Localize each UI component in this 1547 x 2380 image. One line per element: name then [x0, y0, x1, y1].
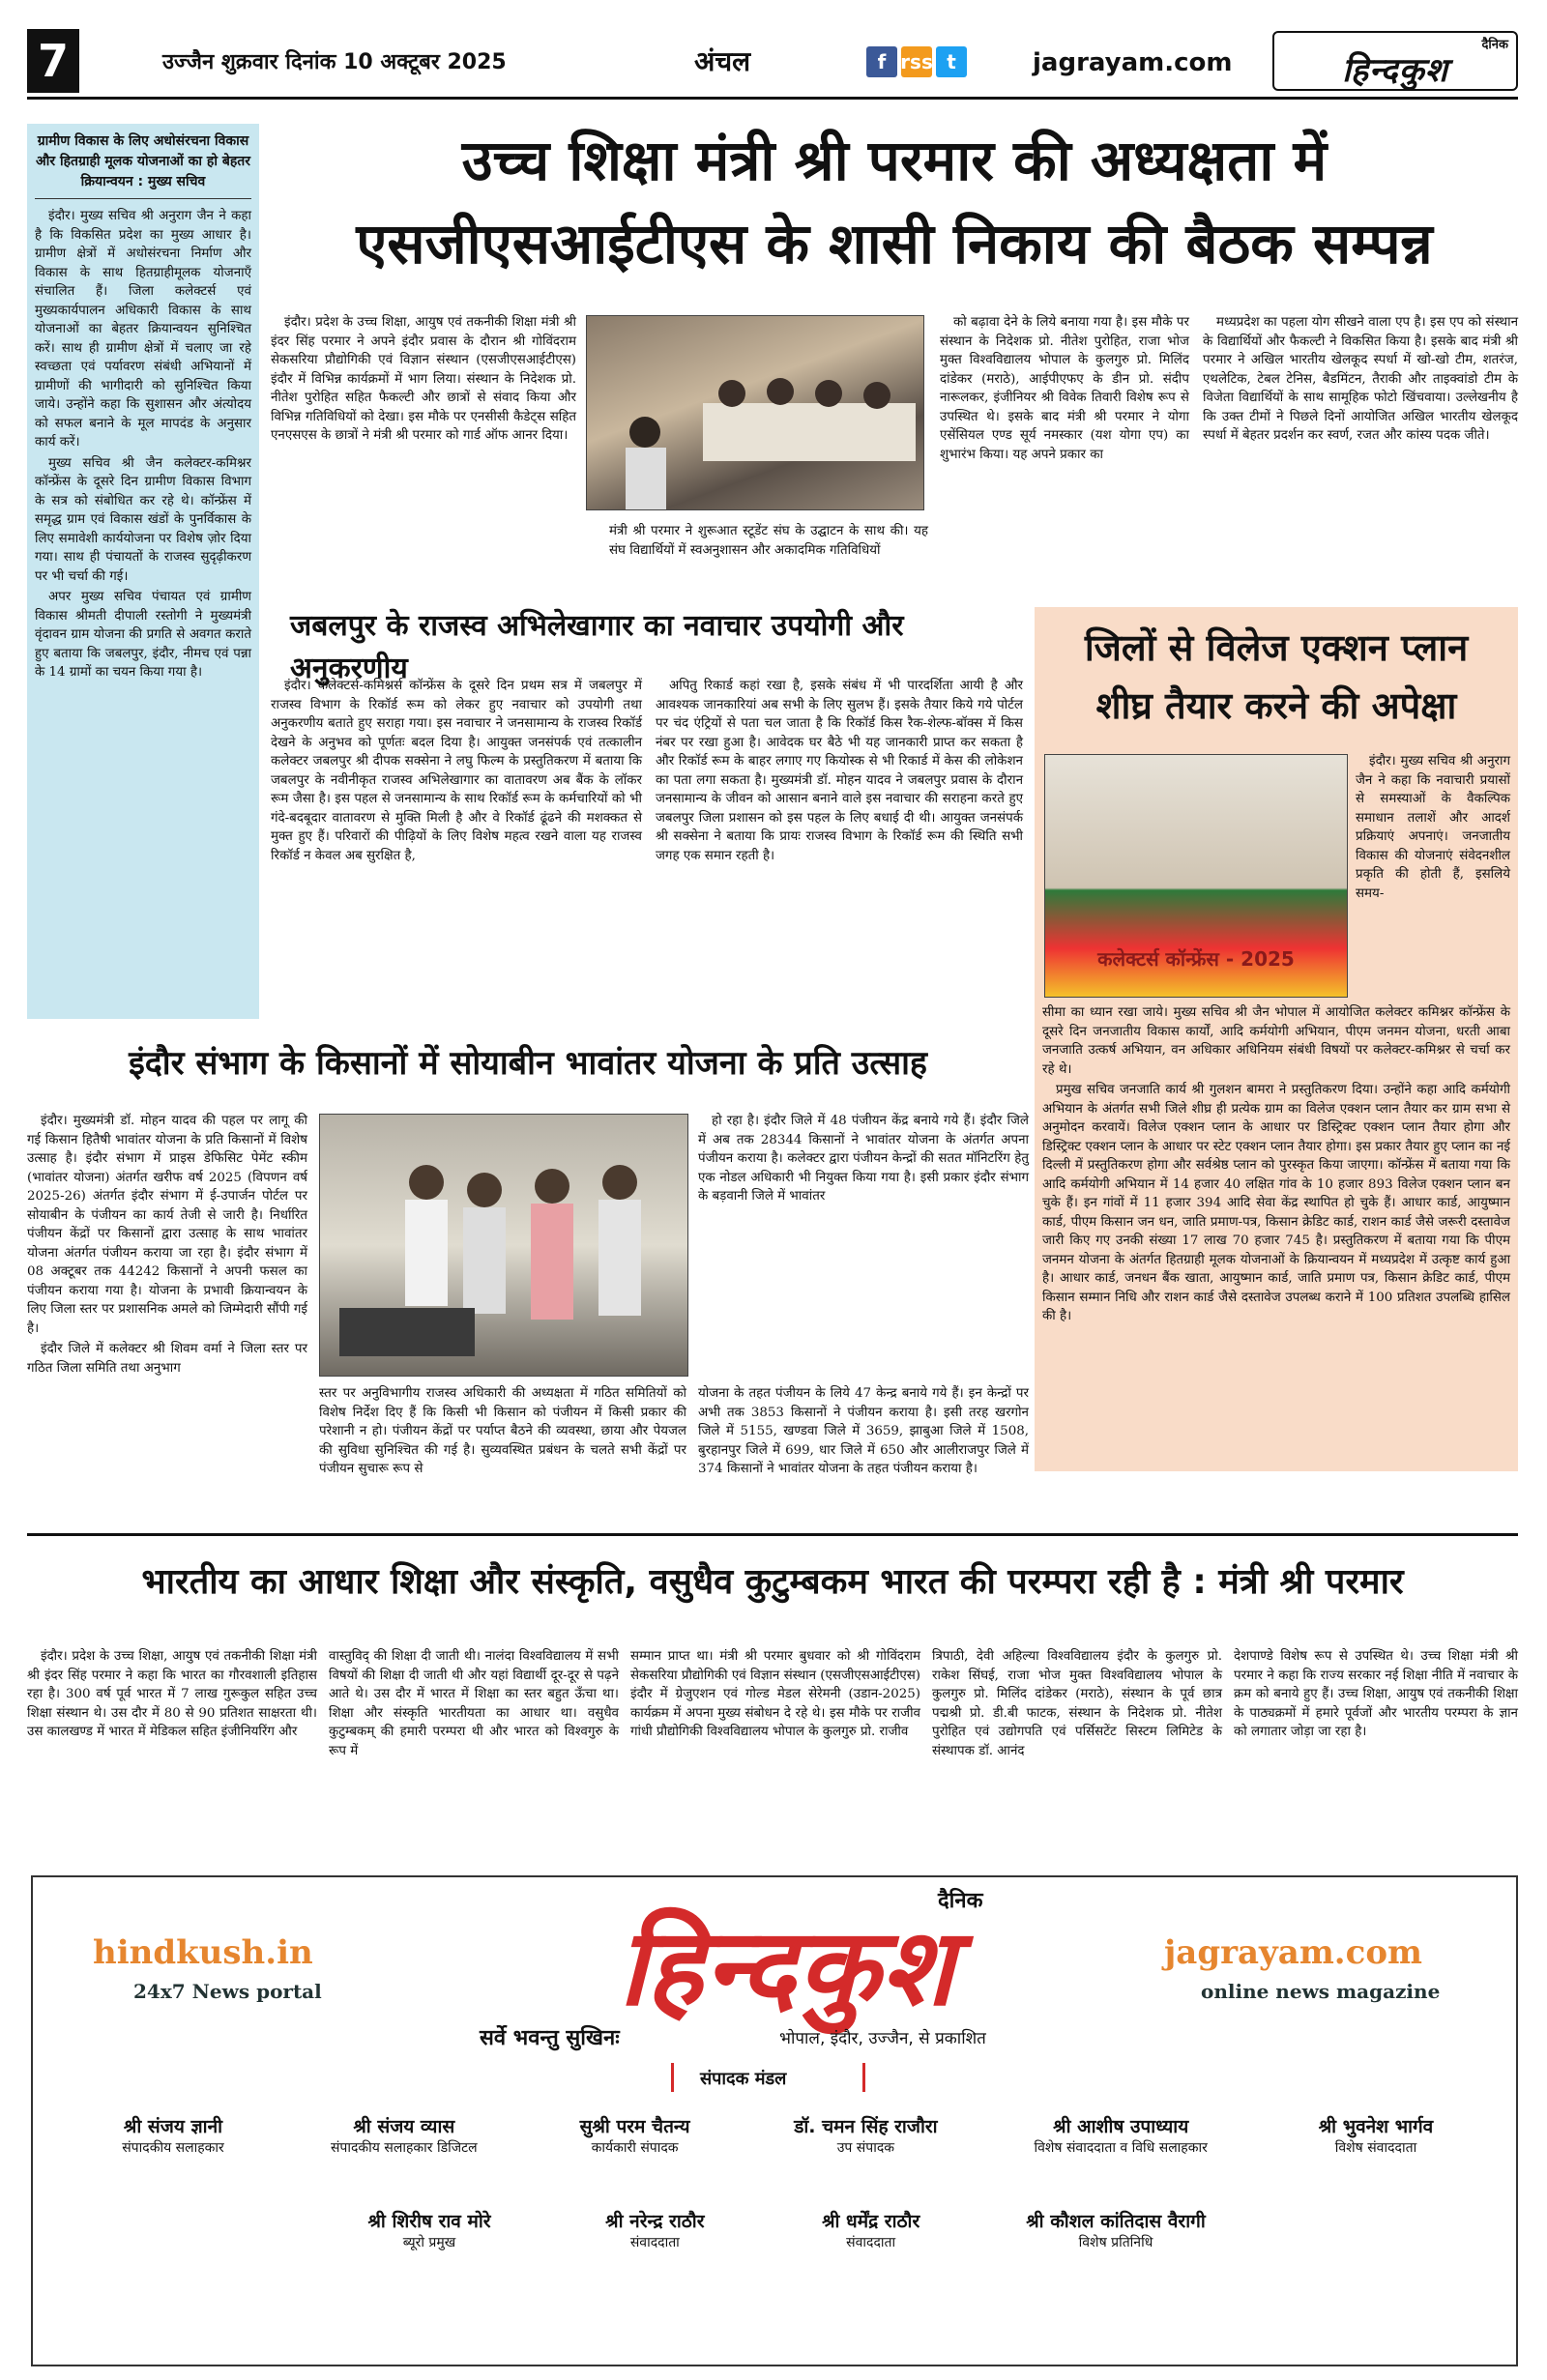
sidebar-para: इंदौर। मुख्य सचिव श्री अनुराग जैन ने कहा है कि विकसित प्रदेश का मुख्य आधार है। ग्रामीण क्षेत्रों में अधोसंरचना निर्माण और विकास के साथ हितग्राहीमूलक योजनाएँ संचालित हैं। जिला कलेक्टर्स एवं मुख्यकार्यपालन अधिकारी विकास के साथ योजनाओं का बेहतर क्रियान्वयन सुनिश्चित करें। साथ ही ग्रामीण क्षेत्रों में चलाए जा रहे स्वच्छता एवं पर्यावरण संबंधी अभियानों में ग्रामीणों की भागीदारी को सुनिश्चित किया जाये। उन्होंने कहा कि सुशासन और अंत्योदय को सफल बनाने के मूल मापदंड के अनुसार कार्य करें।: [35, 209, 251, 450]
member-name: श्री संजय व्यास: [353, 2116, 455, 2137]
board-member: [774, 2208, 968, 2251]
footer-logo: हिन्दकुश: [618, 1904, 956, 2029]
divider: [27, 1533, 1518, 1536]
jabalpur-col-2: [656, 677, 1023, 867]
divider: [862, 2063, 865, 2092]
conference-banner: कलेक्टर्स कॉन्फ्रेंस - 2025: [1097, 947, 1295, 971]
lead-headline-1: उच्च शिक्षा मंत्री श्री परमार की अध्यक्षता में: [461, 128, 1328, 193]
divider: [671, 2063, 674, 2092]
logo-text: हिन्दकुश: [1342, 51, 1448, 90]
lead-headline-2: एसजीएसआईटीएस के शासी निकाय की बैठक सम्पन्न: [356, 211, 1433, 276]
member-name: श्री नरेन्द्र राठौर: [605, 2211, 705, 2232]
member-name: श्री शिरीष राव मोरे: [367, 2211, 491, 2232]
board-row-2: [323, 2208, 1241, 2251]
village-text: प्रमुख सचिव जनजाति कार्य श्री गुलशन बामरा ने प्रस्तुतिकरण दिया। उन्होंने कहा आदि कर्मयोगी अभियान के अंतर्गत सभी जिले शीघ्र ही प्रत्येक ग्राम का विलेज एक्शन प्लान तैयार कर ग्राम सभा से अनुमोदन करवायें। विलेज एक्शन प्लान के आधार पर डिस्ट्रिक्ट एक्शन प्लान तैयार होगा और डिस्ट्रिक्ट एक्शन प्लान के आधार पर स्टेट एक्शन प्लान तैयार होगा। इस प्रकार तैयार हुए प्लान का नई दिल्ली में प्रस्तुतिकरण होगा और सर्वश्रेष्ठ प्लान को पुरस्कृत किया जाएगा। कॉन्फ्रेंस में बताया गया कि आदि कर्मयोगी अभियान में 14 हजार 40 लक्षित गांव के 10 हजार 893 विलेज एक्शन प्लान बन चुके हैं। इन गांवों में 11 हजार 394 आदि सेवा केंद्र स्थापित हो चुके हैं। आधार कार्ड, आयुष्मान कार्ड, पीएम किसान जन धन, जाति प्रमाण-पत्र, किसान क्रेडिट कार्ड, राशन कार्ड जैसे जरूरी दस्तावेज जारी किए गए उनकी संख्या 17 लाख 70 हजार 745 है। प्रस्तुतिकरण में बताया गया कि पीएम जनमन योजना के अंतर्गत हितग्राही मूलक योजनाओं के क्रियान्वयन में मध्यप्रदेश में उत्कृष्ट कार्य हुआ है। आधार कार्ड, जनधन बैंक खाता, आयुष्मान कार्ड, जाति प्रमाण पत्र, किसान क्रेडिट कार्ड, पीएम किसान सम्मान निधि और राशन कार्ड जैसे दस्तावेज उपलब्ध कराने में 100 प्रतिशत उपलब्धि हासिल की है।: [1042, 1083, 1510, 1323]
soybean-col-3: [698, 1112, 1029, 1208]
village-text: इंदौर। मुख्य सचिव श्री अनुराग जैन ने कहा कि नवाचारी प्रयासों से समस्याओं के वैकल्पिक समाधान तलाशें और आदर्श प्रक्रियाएं अपनाएं। जनजातीय विकास की योजनाएं संवेदनशील प्रकृति की होती हैं, इसलिये समय-: [1356, 754, 1510, 901]
imprint-box: [31, 1875, 1518, 2366]
meeting-photo-illustration: [587, 316, 923, 509]
jabalpur-text: अपितु रिकार्ड कहां रखा है, इसके संबंध में भी पारदर्शिता आयी है और आवश्यक जानकारियां अब सभी के लिए सुलभ हैं। इसके तैयार किये गये पोर्टल पर चंद एंट्रियों से पता चल जाता है कि रिकॉर्ड किस रैक-शेल्फ-बॉक्स में किस नंबर पर रखा हुआ है। आवेदक घर बैठे भी यह जानकारी प्राप्त कर सकता है और रिकॉर्ड रूम के बाहर लगाए गए कियोस्क से भी रिकार्ड में केस की लोकेशन का पता लगा सकता है। मुख्यमंत्री डॉ. मोहन यादव ने जबलपुर प्रवास के दौरान जनसामान्य के जीवन को आसान बनाने वाले इस नवाचार की सराहना करते हुए जबलपुर जिला प्रशासन को इस पहल के लिए बधाई दी थी। आयुक्त जनसंपर्क श्री सक्सेना ने बताया कि प्रायः राजस्व विभाग के रिकॉर्ड रूम की स्थिति सभी जगह एक समान रहती है।: [656, 679, 1023, 863]
masthead: [27, 29, 1518, 100]
dateline: उज्जैन शुक्रवार दिनांक 10 अक्टूबर 2025: [162, 50, 507, 74]
culture-col-3: [630, 1647, 920, 1744]
member-role: संपादकीय सलाहकार डिजिटल: [330, 2140, 478, 2156]
social-links: [866, 46, 967, 77]
village-side-text: [1356, 752, 1510, 905]
facebook-icon[interactable]: f: [866, 46, 897, 77]
lead-photo: [586, 315, 924, 510]
website-link[interactable]: jagrayam.com: [1033, 48, 1233, 77]
board-row-1: [62, 2113, 1487, 2157]
member-name: डॉ. चमन सिंह राजौरा: [794, 2116, 938, 2137]
sidebar-article: [27, 124, 259, 1019]
soybean-headline: इंदौर संभाग के किसानों में सोयाबीन भावांतर योजना के प्रति उत्साह: [129, 1044, 927, 1083]
footer-published: भोपाल, इंदौर, उज्जैन, से प्रकाशित: [779, 2029, 986, 2048]
rss-icon[interactable]: rss: [901, 46, 932, 77]
farmers-photo: [319, 1114, 688, 1377]
village-headline-2: शीघ्र तैयार करने की अपेक्षा: [1095, 684, 1457, 727]
lead-col-4: [1203, 313, 1518, 448]
culture-text: त्रिपाठी, देवी अहिल्या विश्वविद्यालय इंदौर के कुलगुरु प्रो. राकेश सिंघई, राजा भोज मुक्त विश्वविद्यालय भोपाल के कुलगुरु प्रो. मिलिंद दांडेकर (मराठे), संस्थान के पूर्व छात्र पद्मश्री प्रो. डी.बी फाटक, संस्थान के निदेशक प्रो. नीतेश पुरोहित एवं उद्योगपति एवं पर्सिसटेंट सिस्टम लिमिटेड के संस्थापक डॉ. आनंद: [932, 1649, 1222, 1758]
newspaper-logo: [1272, 31, 1518, 91]
lead-photo-caption: मंत्री श्री परमार ने शुरूआत स्टूडेंट संघ के उद्घाटन के साथ की। यह संघ विद्यार्थियों में स्वअनुशासन और अकादमिक गतिविधियों: [609, 524, 928, 558]
member-role: संपादकीय सलाहकार: [122, 2140, 224, 2156]
soybean-text: योजना के तहत पंजीयन के लिये 47 केन्द्र बनाये गये हैं। इन केन्द्रों पर अभी तक 3853 किसानों ने पंजीयन कराया है। इसी तरह खरगोन जिले में 5155, खण्डवा जिले में 3659, झाबुआ जिले में 1508, बुरहानपुर जिले में 699, धार जिले में 650 और आलीराजपुर जिले में 374 किसानों ने भावांतर योजना के तहत पंजीयन कराया है।: [698, 1386, 1029, 1476]
footer-left-site[interactable]: hindkush.in: [93, 1933, 313, 1972]
culture-text: देशपाण्डे विशेष रूप से उपस्थित थे। उच्च शिक्षा मंत्री श्री परमार ने कहा कि राज्य सरकार नई शिक्षा नीति में नवाचार के क्रम को बनाये हुए हैं। उच्च शिक्षा, आयुष एवं तकनीकी शिक्षा के पाठ्यक्रमों में हमारे पूर्वजों और भारतीय परम्परा के ज्ञान को लगातार जोड़ा जा रहा है।: [1234, 1649, 1518, 1739]
lead-col-3: [940, 313, 1189, 466]
sidebar-headline: ग्रामीण विकास के लिए अधोसंरचना विकास और हितग्राही मूलक योजनाओं का हो बेहतर क्रियान्वयन : मुख्य सचिव: [35, 131, 251, 199]
farmers-illustration: [320, 1115, 687, 1376]
twitter-icon[interactable]: t: [936, 46, 967, 77]
member-name: श्री कौशल कांतिदास वैरागी: [1026, 2211, 1206, 2232]
jabalpur-col-1: [271, 677, 642, 867]
member-role: विशेष प्रतिनिधि: [1078, 2235, 1153, 2250]
page-number: 7: [27, 29, 79, 93]
member-name: श्री संजय ज्ञानी: [123, 2116, 223, 2137]
member-role: संवाददाता: [629, 2235, 680, 2250]
soybean-col-2: [319, 1384, 686, 1481]
member-role: उप संपादक: [836, 2140, 895, 2156]
section-name: अंचल: [694, 45, 751, 77]
lead-text: को बढ़ावा देने के लिये बनाया गया है। इस मौके पर संस्थान के निदेशक प्रो. नीतेश पुरोहित, राजा भोज मुक्त विश्वविद्यालय भोपाल के कुलगुरु प्रो. मिलिंद दांडेकर (मराठे), आईपीएफए के डीन प्रो. संदीप नारूलकर, इंजीनियर श्री विवेक तिवारी विशेष रूप से उपस्थित थे। इसके बाद मंत्री श्री परमार ने योगा एसेंसियल एण्ड सूर्य नमस्कार (यश योगा एप) का शुभारंभ किया। यह अपने प्रकार का: [940, 315, 1189, 462]
culture-headline: भारतीय का आधार शिक्षा और संस्कृति, वसुधैव कुटुम्बकम भारत की परम्परा रही है : मंत्री श्री परमार: [141, 1562, 1404, 1602]
board-member: [524, 2113, 746, 2157]
member-role: विशेष संवाददाता व विधि सलाहकार: [1034, 2140, 1208, 2156]
conference-photo: [1044, 754, 1348, 998]
board-member: [323, 2208, 536, 2251]
jabalpur-headline: जबलपुर के राजस्व अभिलेखागार का नवाचार उपयोगी और अनुकरणीय: [290, 609, 904, 685]
culture-col-4: [932, 1647, 1222, 1762]
sidebar-para: मुख्य सचिव श्री जैन कलेक्टर-कमिश्नर कॉन्फ्रेंस के दूसरे दिन ग्रामीण विकास विभाग के सत्र को संबोधित कर रहे थे। कॉन्फ्रेंस में समृद्ध ग्राम एवं विकास खंडों के पुनर्विकास के लिए समावेशी कार्ययोजना पर विशेष ज़ोर दिया गया। साथ ही पंचायतों के राजस्व सुदृढ़ीकरण पर भी चर्चा की गई।: [35, 455, 251, 584]
editorial-board-title: संपादक मंडल: [700, 2069, 787, 2089]
board-member: [754, 2113, 977, 2157]
village-text: सीमा का ध्यान रखा जाये। मुख्य सचिव श्री जैन भोपाल में आयोजित कलेक्टर कमिश्नर कॉन्फ्रेंस के दूसरे दिन जनजातीय विकास कार्यों, आदि कर्मयोगी अभियान, पीएम जनमन योजना, धरती आबा जनजाति उत्कर्ष अभियान, वन अधिकार अधिनियम संबंधी विषयों पर कलेक्टर-कमिश्नर से चर्चा कर रहे थे।: [1042, 1005, 1510, 1077]
board-member: [985, 2113, 1256, 2157]
footer-right-sub: online news magazine: [1201, 1980, 1441, 2003]
culture-col-5: [1234, 1647, 1518, 1744]
soybean-text: इंदौर जिले में कलेक्टर श्री शिवम वर्मा ने जिला स्तर पर गठित जिला समिति तथा अनुभाग: [27, 1342, 307, 1376]
sidebar-para: अपर मुख्य सचिव पंचायत एवं ग्रामीण विकास श्रीमती दीपाली रस्तोगी ने मुख्यमंत्री वृंदावन ग्राम योजना की प्रगति से अवगत कराते हुए बताया कि जबलपुर, इंदौर, नीमच एवं पन्ना के 14 ग्रामों का चयन किया गया है।: [35, 590, 251, 680]
footer-right-site[interactable]: jagrayam.com: [1164, 1933, 1423, 1972]
footer-motto: सर्वे भवन्तु सुखिनः: [480, 2026, 620, 2050]
lead-text: इंदौर। प्रदेश के उच्च शिक्षा, आयुष एवं तकनीकी शिक्षा मंत्री श्री इंदर सिंह परमार ने अपने इंदौर प्रवास के दौरान श्री गोविंदराम सेकसरिया प्रौद्योगिकी एवं विज्ञान संस्थान (एसजीएसआईटीएस) इंदौर में विभिन्न कार्यक्रमों में भाग लिया। संस्थान के निदेशक प्रो. नीतेश पुरोहित सहित फैकल्टी और छात्रों से संवाद किया और विभिन्न गतिविधियों को देखा। इस मौके पर एनसीसी कैडेट्स सहित एनएसएस के छात्रों ने मंत्री श्री परमार को गार्ड ऑफ आनर दिया।: [271, 315, 576, 443]
member-name: श्री धर्मेंद्र राठौर: [822, 2211, 920, 2232]
soybean-col-1: [27, 1112, 307, 1379]
member-name: सुश्री परम चैतन्य: [579, 2116, 690, 2137]
soybean-text: इंदौर। मुख्यमंत्री डॉ. मोहन यादव की पहल पर लागू की गई किसान हितैषी भावांतर योजना के प्रति किसानों में विशेष उत्साह है। इंदौर संभाग में प्राइस डेफिसिट पेमेंट स्कीम (भावांतर योजना) अंतर्गत खरीफ वर्ष 2025 (विपणन वर्ष 2025-26) अंतर्गत इंदौर संभाग में ई-उपार्जन पोर्टल पर सोयाबीन के पंजीयन का कार्य तेजी से जारी है। निर्धारित पंजीयन केंद्रों पर किसानों द्वारा उत्साह के साथ भावांतर योजना अंतर्गत पंजीयन कराया जा रहा है। इंदौर संभाग में 08 अक्टूबर तक 44242 किसानों ने अपनी फसल का पंजीयन कराया गया है। योजना के प्रभावी क्रियान्वयन के लिए जिला स्तर पर प्रशासनिक अमले को जिम्मेदारी सौंपी गई है।: [27, 1114, 307, 1336]
board-member: [62, 2113, 284, 2157]
member-role: ब्यूरो प्रमुख: [402, 2235, 456, 2250]
soybean-text: स्तर पर अनुविभागीय राजस्व अधिकारी की अध्यक्षता में गठित समितियों को विशेष निर्देश दिए हैं कि किसी भी किसान को पंजीयन में किसी प्रकार की परेशानी न हो। पंजीयन केंद्रों पर पर्याप्त बैठने की व्यवस्था, छाया और पेयजल की सुविधा सुनिश्चित की गई है। सुव्यवस्थित प्रबंधन के चलते सभी केंद्रों पर पंजीयन सुचारू रूप से: [319, 1386, 686, 1476]
lead-col-1: [271, 313, 576, 448]
lead-text: मध्यप्रदेश का पहला योग सीखने वाला एप है। इस एप को संस्थान के विद्यार्थियों और फैकल्टी ने विकसित किया है। इसके बाद मंत्री श्री परमार ने अखिल भारतीय खेलकूद स्पर्धा में खो-खो टीम, शतरंज, एथलेटिक, टेबल टेनिस, बैडमिंटन, तैराकी और ताइक्वांडो टीम के विजेता विद्यार्थियों के साथ सामूहिक फोटो खिंचवाया। उल्लेखनीय है कि उक्त टीमों ने पिछले दिनों आयोजित अखिल भारतीय खेलकूद स्पर्धा में बेहतर प्रदर्शन कर स्वर्ण, रजत और कांस्य पदक जीते।: [1203, 315, 1518, 443]
board-member: [293, 2113, 515, 2157]
member-name: श्री भुवनेश भार्गव: [1318, 2116, 1434, 2137]
footer-logo-small: दैनिक: [938, 1889, 983, 1913]
member-role: संवाददाता: [846, 2235, 896, 2250]
culture-text: इंदौर। प्रदेश के उच्च शिक्षा, आयुष एवं तकनीकी शिक्षा मंत्री श्री इंदर सिंह परमार ने कहा कि भारत का गौरवशाली इतिहास रहा है। 300 वर्ष पूर्व भारत में 7 लाख गुरूकुल सहित उच्च शिक्षा संस्थान थे। उस दौर में 80 से 90 प्रतिशत साक्षरता थी। उस कालखण्ड में भारत में मेडिकल सहित इंजीनियरिंग और: [27, 1649, 317, 1739]
member-role: कार्यकारी संपादक: [591, 2140, 679, 2156]
village-body: [1042, 1003, 1510, 1328]
board-member: [1265, 2113, 1487, 2157]
culture-col-2: [329, 1647, 619, 1762]
village-headline-1: जिलों से विलेज एक्शन प्लान: [1084, 626, 1469, 669]
jabalpur-text: इंदौर। कलेक्टर्स-कमिश्नर्स कॉन्फ्रेंस के दूसरे दिन प्रथम सत्र में जबलपुर में राजस्व विभाग के रिकॉर्ड रूम को लेकर हुए नवाचार को उपयोगी तथा अनुकरणीय बताते हुए सराहा गया। इस नवाचार ने जनसामान्य के राजस्व रिकॉर्ड देखने के अनुभव को पूर्णतः बदल दिया है। आयुक्त जनसंपर्क एवं तत्कालीन कलेक्टर जबलपुर श्री दीपक सक्सेना ने लघु फिल्म के प्रस्तुतिकरण में बताया कि जबलपुर के नवीनीकृत राजस्व अभिलेखागार का वातावरण अब बैंक के लॉकर रूम जैसा है। इस पहल से जनसामान्य के साथ रिकॉर्ड रूम के कर्मचारियों को भी गंदे-बदबूदार वातावरण से मुक्ति मिली है और वे रिकॉर्ड ढूंढने की मशक्कत से मुक्त हुए हैं। परिवारों की पीढ़ियों के लिए विशेष महत्व रखने वाला यह राजस्व रिकॉर्ड न केवल अब सुरक्षित है,: [271, 679, 642, 863]
culture-col-1: [27, 1647, 317, 1744]
soybean-col-3b: [698, 1384, 1029, 1481]
member-name: श्री आशीष उपाध्याय: [1053, 2116, 1189, 2137]
footer-left-sub: 24x7 News portal: [133, 1980, 322, 2003]
culture-text: वास्तुविद् की शिक्षा दी जाती थी। नालंदा विश्वविद्यालय में सभी विषयों की शिक्षा दी जाती थी और यहां विद्यार्थी दूर-दूर से पढ़ने आते थे। उस दौर में भारत में शिक्षा का स्तर बहुत ऊँचा था। शिक्षा और संस्कृति भारतीयता का आधार था। वसुधैव कुटुम्बकम् की हमारी परम्परा थी और भारत को विश्वगुरु के रूप में: [329, 1649, 619, 1758]
culture-text: सम्मान प्राप्त था। मंत्री श्री परमार बुधवार को श्री गोविंदराम सेकसरिया प्रौद्योगिकी एवं विज्ञान संस्थान (एसजीएसआईटीएस) इंदौर में ग्रेजुएशन एवं गोल्ड मेडल सेरेमनी (उडान-2025) कार्यक्रम में अपना मुख्य संबोधन दे रहे थे। इस मौके पर राजीव गांधी प्रौद्योगिकी विश्वविद्यालय भोपाल के कुलगुरु प्रो. राजीव: [630, 1649, 920, 1739]
logo-small-text: दैनिक: [1481, 38, 1508, 52]
board-member: [990, 2208, 1241, 2251]
soybean-text: हो रहा है। इंदौर जिले में 48 पंजीयन केंद्र बनाये गये हैं। इंदौर जिले में अब तक 28344 किसानों ने भावांतर योजना के अंतर्गत अपना पंजीयन कराया है। कलेक्टर द्वारा पंजीयन केन्द्रों की सतत मॉनिटरिंग हेतु एक नोडल अधिकारी भी नियुक्त किया गया है। इसी प्रकार इंदौर संभाग के बड़वानी जिले में भावांतर: [698, 1114, 1029, 1204]
member-role: विशेष संवाददाता: [1334, 2140, 1417, 2156]
board-member: [558, 2208, 751, 2251]
